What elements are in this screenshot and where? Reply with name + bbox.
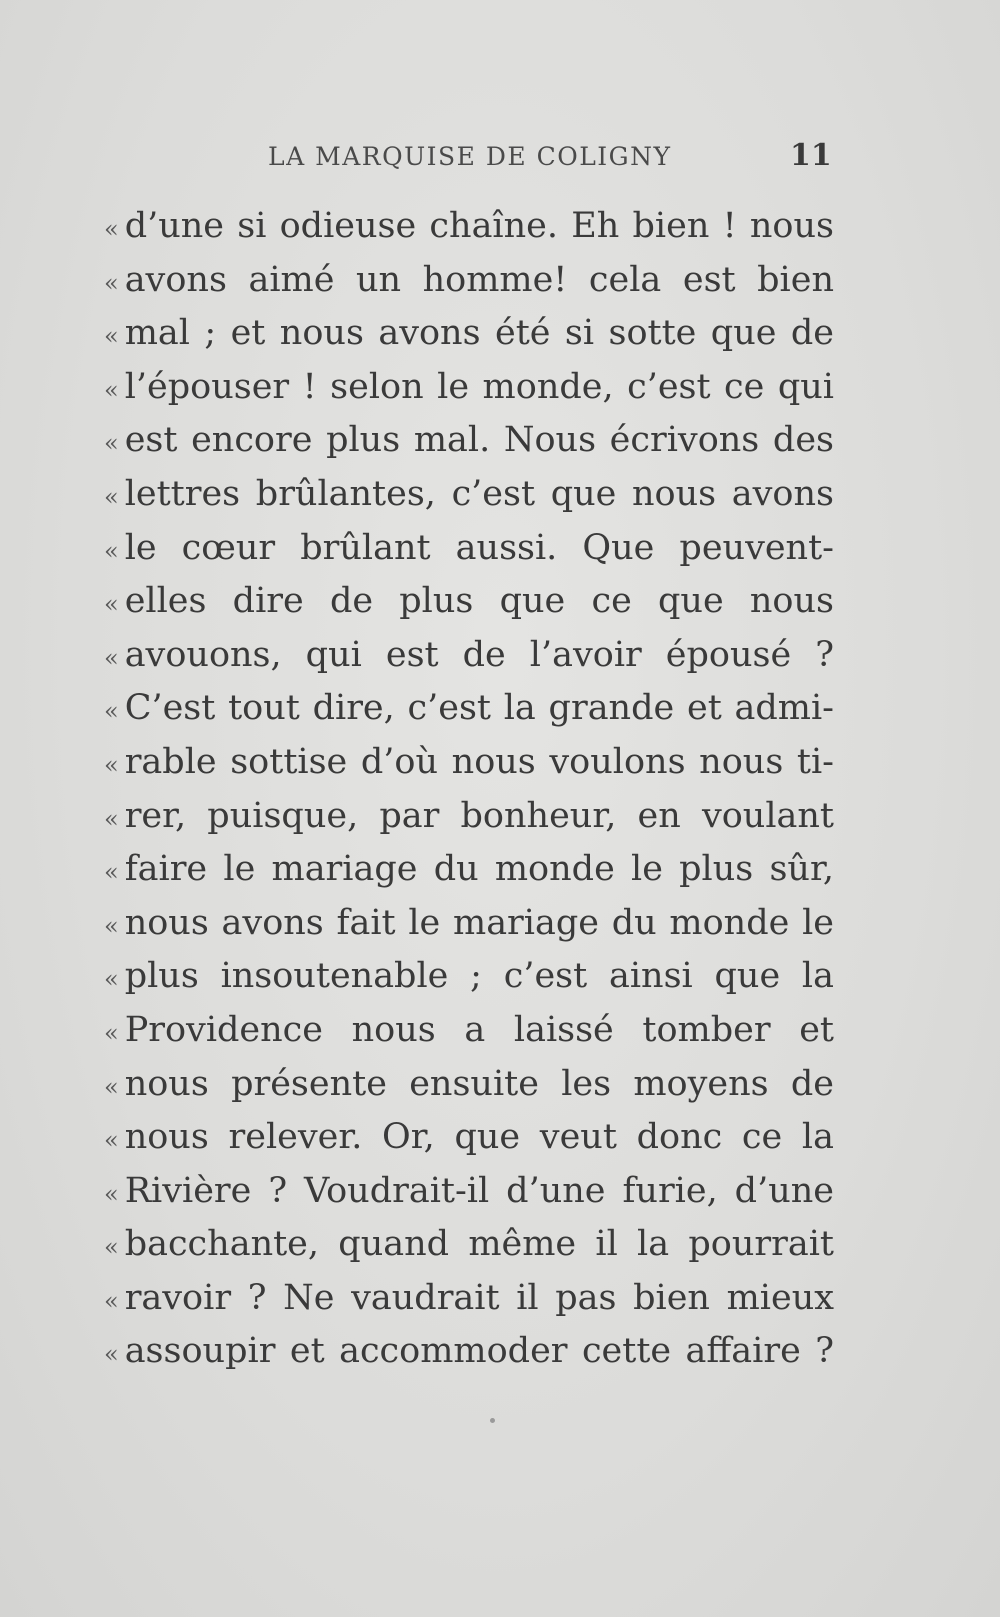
- quote-mark: «: [104, 750, 119, 779]
- quote-mark: «: [104, 1018, 119, 1047]
- line-text: rer, puisque, par bonheur, en voulant: [124, 795, 834, 836]
- quote-mark: «: [104, 1286, 119, 1315]
- text-line: [104, 897, 834, 951]
- text-line: [104, 575, 834, 629]
- line-text: C’est tout dire, c’est la grande et admi-: [124, 688, 834, 729]
- quote-mark: «: [104, 215, 119, 243]
- line-text: faire le mariage du monde le plus sûr,: [124, 849, 834, 890]
- line-text: l’épouser ! selon le monde, c’est ce qui: [124, 366, 834, 407]
- text-line: [104, 1325, 834, 1379]
- quote-mark: «: [104, 1126, 119, 1155]
- text-line: [104, 1111, 834, 1165]
- quote-mark: «: [104, 322, 119, 351]
- quote-mark: «: [104, 482, 119, 511]
- text-line: [104, 1058, 834, 1112]
- text-line: [104, 200, 834, 254]
- line-text: nous présente ensuite les moyens de: [124, 1063, 834, 1104]
- page-number: 11: [790, 138, 832, 173]
- text-line: [104, 1272, 834, 1326]
- quote-mark: «: [104, 268, 119, 297]
- quote-mark: «: [104, 590, 119, 619]
- quote-mark: «: [104, 429, 119, 458]
- body-text: [104, 200, 834, 1379]
- quote-mark: «: [104, 697, 119, 726]
- line-text: d’une si odieuse chaîne. Eh bien ! nous: [124, 206, 834, 246]
- text-line: [104, 629, 834, 683]
- line-text: lettres brûlantes, c’est que nous avons: [124, 473, 834, 514]
- text-line: [104, 254, 834, 308]
- running-head: [0, 138, 1000, 182]
- quote-mark: «: [104, 1233, 119, 1262]
- running-title: LA MARQUISE DE COLIGNY: [268, 142, 672, 171]
- quote-mark: «: [104, 965, 119, 994]
- text-line: [104, 843, 834, 897]
- line-text: est encore plus mal. Nous écrivons des: [124, 420, 834, 461]
- quote-mark: «: [104, 804, 119, 833]
- line-text: Rivière ? Voudrait-il d’une furie, d’une: [124, 1170, 834, 1211]
- text-line: [104, 468, 834, 522]
- text-line: [104, 682, 834, 736]
- quote-mark: «: [104, 1179, 119, 1208]
- line-text: nous relever. Or, que veut donc ce la: [124, 1117, 834, 1158]
- line-text: bacchante, quand même il la pourrait: [124, 1224, 834, 1265]
- line-text: mal ; et nous avons été si sotte que de: [124, 313, 834, 354]
- line-text: avons aimé un homme! cela est bien: [124, 259, 834, 300]
- line-text: plus insoutenable ; c’est ainsi que la: [124, 956, 834, 997]
- text-line: [104, 307, 834, 361]
- line-text: elles dire de plus que ce que nous: [124, 581, 834, 622]
- line-text: avouons, qui est de l’avoir épousé ?: [124, 634, 834, 675]
- quote-mark: «: [104, 375, 119, 404]
- line-text: ravoir ? Ne vaudrait il pas bien mieux: [124, 1277, 834, 1318]
- text-line: [104, 1004, 834, 1058]
- quote-mark: «: [104, 858, 119, 887]
- line-text: le cœur brûlant aussi. Que peuvent-: [124, 527, 834, 568]
- text-line: [104, 1218, 834, 1272]
- line-text: rable sottise d’où nous voulons nous ti-: [124, 741, 834, 782]
- quote-mark: «: [104, 1072, 119, 1101]
- quote-mark: «: [104, 911, 119, 940]
- quote-mark: «: [104, 536, 119, 565]
- line-text: assoupir et accommoder cette affaire ?: [124, 1331, 834, 1372]
- text-line: [104, 361, 834, 415]
- line-text: nous avons fait le mariage du monde le: [124, 902, 834, 943]
- text-line: [104, 1165, 834, 1219]
- quote-mark: «: [104, 1340, 119, 1369]
- quote-mark: «: [104, 643, 119, 672]
- text-line: [104, 414, 834, 468]
- text-line: [104, 522, 834, 576]
- text-line: [104, 736, 834, 790]
- text-line: [104, 950, 834, 1004]
- line-text: Providence nous a laissé tomber et: [124, 1009, 834, 1050]
- paper-speck: [490, 1418, 495, 1423]
- text-line: [104, 790, 834, 844]
